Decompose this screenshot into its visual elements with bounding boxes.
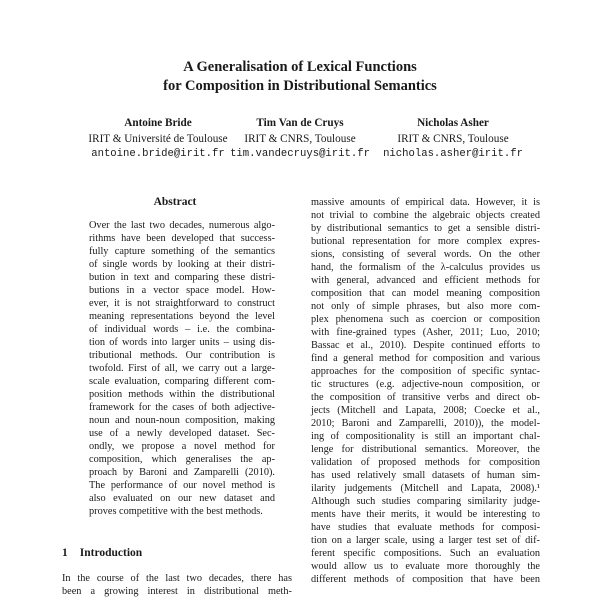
abstract-line: noun and noun-noun composition, making [89,415,275,426]
abstract-line: The performance of our novel method is [89,480,275,491]
abstract-line: use of a newly developed dataset. Sec- [89,428,275,439]
abstract-line: butions in a vector space model. How- [89,285,275,296]
abstract-line: scale evaluation, comparing different com- [89,376,275,387]
abstract-line: also evaluated on our new dataset and [89,493,275,504]
body-line: with fine-grained types (Asher, 2011; Luo, 2010; [311,327,540,338]
body-line: Although such studies comparing similarity judge- [311,496,540,507]
abstract-line: proach by Baroni and Zamparelli (2010). [89,467,275,478]
body-line: massive amounts of empirical data. However, it is [311,197,540,208]
author-affiliation: IRIT & CNRS, Toulouse [397,132,509,145]
body-line: not trivial to combine the algebraic objects created [311,210,540,221]
intro-line: been a growing interest in distributional meth- [62,586,292,597]
body-line: would allow us to evaluate more thoroughly the [311,561,540,572]
section-number: 1 [62,547,68,559]
author-email: nicholas.asher@irit.fr [383,148,523,160]
body-line: hand, the formalism of the λ-calculus provides us [311,262,540,273]
author-email: tim.vandecruys@irit.fr [230,148,370,160]
abstract-line: ondly, we propose a novel method for [89,441,275,452]
abstract-line: twofold. First of all, we carry out a large- [89,363,275,374]
title-line: for Composition in Distributional Semantics [163,78,437,94]
author-name: Nicholas Asher [417,117,489,129]
author-block [372,116,534,163]
body-line: tic structures (e.g. adjective-noun composition, or [311,379,540,390]
author-name: Antoine Bride [124,117,192,129]
intro-line: In the course of the last two decades, there has [62,573,292,584]
abstract-line: fully capture something of the semantics [89,246,275,257]
body-line: with general, advanced and efficient methods for [311,275,540,286]
abstract-line: proves competitive with the best methods. [89,506,263,517]
body-line: Bassac et al., 2010). Despite continued efforts to [311,340,540,351]
author-affiliation: IRIT & Université de Toulouse [88,132,228,145]
author-affiliation: IRIT & CNRS, Toulouse [244,132,356,145]
abstract-heading: Abstract [153,196,197,208]
body-line: have studies that evaluate methods for composi- [311,522,540,533]
abstract-line: Over the last two decades, numerous algo- [89,220,275,231]
section-title: Introduction [79,547,143,559]
body-line: 2010; Baroni and Zamparelli, 2010)), the model- [311,418,540,429]
body-line: lenge for distributional semantics. Moreover, the [311,444,540,455]
section-heading [62,547,142,559]
author-email: antoine.bride@irit.fr [91,148,225,160]
body-line: jects (Mitchell and Lapata, 2008; Coecke et al., [311,405,540,416]
body-line: approaches for the composition of specific syntac- [311,366,540,377]
abstract-line: tributional methods. Our contribution is [89,350,275,361]
author-block [212,116,388,163]
abstract-line: composition, which generalises the ap- [89,454,275,465]
body-line: has used relatively small datasets of human sim- [311,470,540,481]
abstract-line: position methods within the distributional [89,389,275,400]
body-line: ing of compositionality is still an important chal- [311,431,540,442]
abstract-line: tion of words into larger units – using dis- [89,337,275,348]
body-line: different methods of composition that have been [311,574,540,585]
body-line: ments have their merits, it would be interesting to [311,509,540,520]
abstract-line: of individual words – i.e. the combina- [89,324,275,335]
body-line: by distributional semantics to get a sensible distri- [311,223,540,234]
body-line: find a general method for composition and various [311,353,540,364]
abstract-line: rithms have been developed that success- [89,233,275,244]
abstract-line: framework for the cases of both adjective- [89,402,275,413]
body-line: tion on a larger scale, using a larger test set of dif- [311,535,540,546]
title-line: A Generalisation of Lexical Functions [183,59,417,75]
body-line: butional representation for more complex expres- [311,236,540,247]
body-line: composition that can model meaning composition [311,288,540,299]
body-line: ferent specific compositions. Such an evaluation [311,548,540,559]
abstract-line: ever, it is not straightforward to construct [89,298,275,309]
body-line: plex phenomena such as coercion or composition [311,314,540,325]
body-line: validation of proposed methods for composition [311,457,540,468]
body-line: sions, consisting of several words. On the other [311,249,540,260]
paper-title [0,58,600,96]
body-line: not only of simple phrases, but also more com- [311,301,540,312]
author-name: Tim Van de Cruys [256,117,344,129]
body-line: the composition of transitive verbs and direct ob- [311,392,540,403]
abstract-line: of single words by looking at their distri- [89,259,275,270]
body-line: ilarity judgements (Mitchell and Lapata, 2008).¹ [311,483,540,494]
abstract-line: meaning representations beyond the level [89,311,275,322]
abstract-line: bution in text and comparing these distri- [89,272,275,283]
